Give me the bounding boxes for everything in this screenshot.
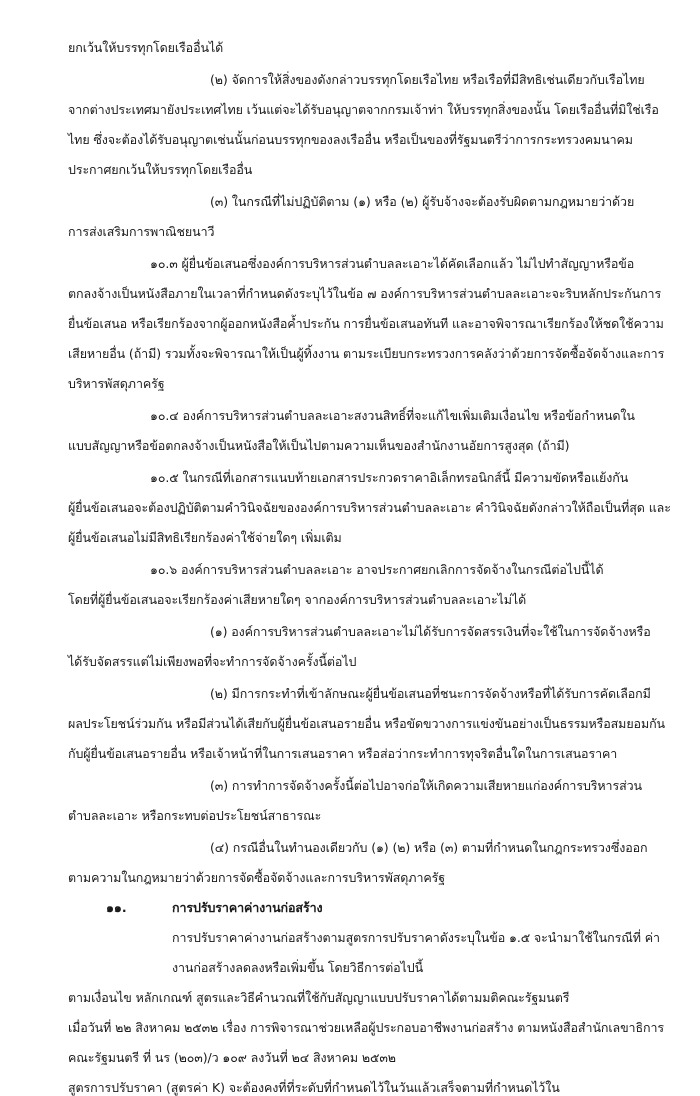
text-line: บริหารพัสดุภาครัฐ (68, 376, 165, 391)
text-line: เมื่อวันที่ ๒๒ สิงหาคม ๒๕๓๒ เรื่อง การพิจารณาช่วยเหลือผู้ประกอบอาชีพงานก่อสร้าง ตามหนังสือสำนักเลขาธิการ (68, 1020, 664, 1035)
text-line: ยกเว้นให้บรรทุกโดยเรืออื่นได้ (68, 40, 224, 55)
text-line: งานก่อสร้างลดลงหรือเพิ่มขึ้น โดยวิธีการต่อไปนี้ (172, 960, 424, 975)
text-line: ผู้ยื่นข้อเสนอไม่มีสิทธิเรียกร้องค่าใช้จ่ายใดๆ เพิ่มเติม (68, 530, 342, 545)
text-line: (๒) มีการกระทำที่เข้าลักษณะผู้ยื่นข้อเสนอที่ชนะการจัดจ้างหรือที่ได้รับการคัดเลือกมี (210, 686, 651, 701)
text-line: การส่งเสริมการพาณิชยนาวี (68, 224, 215, 239)
text-line: (๓) การทำการจัดจ้างครั้งนี้ต่อไปอาจก่อให้เกิดความเสียหายแก่องค์การบริหารส่วน (210, 778, 642, 793)
text-line: ตามความในกฎหมายว่าด้วยการจัดซื้อจัดจ้างและการบริหารพัสดุภาครัฐ (68, 870, 446, 885)
text-line: ผลประโยชน์ร่วมกัน หรือมีส่วนได้เสียกับผู้ยื่นข้อเสนอรายอื่น หรือขัดขวางการแข่งขันอย่างเป็นธรรมหรือสมยอมกัน (68, 716, 666, 731)
text-line: ๑๐.๖ องค์การบริหารส่วนตำบลละเอาะ อาจประกาศยกเลิกการจัดจ้างในกรณีต่อไปนี้ได้ (150, 562, 604, 577)
text-line: (๔) กรณีอื่นในทำนองเดียวกับ (๑) (๒) หรือ (๓) ตามที่กำหนดในกฎกระทรวงซึ่งออก (210, 840, 648, 855)
text-line: ผู้ยื่นข้อเสนอจะต้องปฏิบัติตามคำวินิจฉัยขององค์การบริหารส่วนตำบลละเอาะ คำวินิจฉัยดังกล่าวให้ถือเป็นที่สุด และ (68, 500, 671, 515)
text-line: ได้รับจัดสรรแต่ไม่เพียงพอที่จะทำการจัดจ้างครั้งนี้ต่อไป (68, 654, 357, 669)
text-line: เสียหายอื่น (ถ้ามี) รวมทั้งจะพิจารณาให้เป็นผู้ทิ้งงาน ตามระเบียบกระทรวงการคลังว่าด้วยการจัดซื้อจัดจ้างและการ (68, 346, 665, 361)
text-line: จากต่างประเทศมายังประเทศไทย เว้นแต่จะได้รับอนุญาตจากกรมเจ้าท่า ให้บรรทุกสิ่งของนั้น โดยเรืออื่นที่มิใช่เรือ (68, 102, 659, 117)
text-line: ๑๐.๓ ผู้ยื่นข้อเสนอซึ่งองค์การบริหารส่วนตำบลละเอาะได้คัดเลือกแล้ว ไม่ไปทำสัญญาหรือข้อ (150, 256, 635, 271)
text-line: กับผู้ยื่นข้อเสนอรายอื่น หรือเจ้าหน้าที่ในการเสนอราคา หรือส่อว่ากระทำการทุจริตอื่นใดในการเสนอราคา (68, 746, 618, 761)
text-line: ประกาศยกเว้นให้บรรทุกโดยเรืออื่น (68, 162, 253, 177)
section-heading: การปรับราคาค่างานก่อสร้าง (172, 900, 323, 915)
text-line: ไทย ซึ่งจะต้องได้รับอนุญาตเช่นนั้นก่อนบรรทุกของลงเรืออื่น หรือเป็นของที่รัฐมนตรีว่าการกระทรวงคมนาคม (68, 132, 633, 147)
text-line: ตกลงจ้างเป็นหนังสือภายในเวลาที่กำหนดดังระบุไว้ในข้อ ๗ องค์การบริหารส่วนตำบลละเอาะจะริบหลักประกันการ (68, 286, 662, 301)
text-line: แบบสัญญาหรือข้อตกลงจ้างเป็นหนังสือให้เป็นไปตามความเห็นของสำนักงานอัยการสูงสุด (ถ้ามี) (68, 438, 570, 453)
text-line: คณะรัฐมนตรี ที่ นร (๒๐๓)/ว ๑๐๙ ลงวันที่ ๒๔ สิงหาคม ๒๕๓๒ (68, 1050, 396, 1065)
text-line: (๒) จัดการให้สิ่งของดังกล่าวบรรทุกโดยเรือไทย หรือเรือที่มีสิทธิเช่นเดียวกับเรือไทย (210, 72, 645, 87)
text-line: ๑๐.๕ ในกรณีที่เอกสารแนบท้ายเอกสารประกวดราคาอิเล็กทรอนิกส์นี้ มีความขัดหรือแย้งกัน (150, 470, 629, 485)
text-line: ตำบลละเอาะ หรือกระทบต่อประโยชน์สาธารณะ (68, 808, 322, 823)
text-line: (๓) ในกรณีที่ไม่ปฏิบัติตาม (๑) หรือ (๒) ผู้รับจ้างจะต้องรับผิดตามกฎหมายว่าด้วย (210, 194, 635, 209)
text-line: โดยที่ผู้ยื่นข้อเสนอจะเรียกร้องค่าเสียหายใดๆ จากองค์การบริหารส่วนตำบลละเอาะไม่ได้ (68, 592, 527, 607)
text-line: ยื่นข้อเสนอ หรือเรียกร้องจากผู้ออกหนังสือค้ำประกัน การยื่นข้อเสนอทันที และอาจพิจารณาเรียกร้องให้ชดใช้ความ (68, 316, 664, 331)
section-number: ๑๑. (106, 900, 127, 915)
text-line: การปรับราคาค่างานก่อสร้างตามสูตรการปรับราคาดังระบุในข้อ ๑.๕ จะนำมาใช้ในกรณีที่ ค่า (172, 930, 660, 945)
text-line: ตามเงื่อนไข หลักเกณฑ์ สูตรและวิธีคำนวณที่ใช้กับสัญญาแบบปรับราคาได้ตามมติคณะรัฐมนตรี (68, 990, 570, 1005)
text-line: สูตรการปรับราคา (สูตรค่า K) จะต้องคงที่ที่ระดับที่กำหนดไว้ในวันแล้วเสร็จตามที่กำหนดไว้ใน (68, 1080, 560, 1095)
text-line: (๑) องค์การบริหารส่วนตำบลละเอาะไม่ได้รับการจัดสรรเงินที่จะใช้ในการจัดจ้างหรือ (210, 624, 651, 639)
text-line: ๑๐.๔ องค์การบริหารส่วนตำบลละเอาะสงวนสิทธิ์ที่จะแก้ไขเพิ่มเติมเงื่อนไข หรือข้อกำหนดใน (150, 408, 635, 423)
